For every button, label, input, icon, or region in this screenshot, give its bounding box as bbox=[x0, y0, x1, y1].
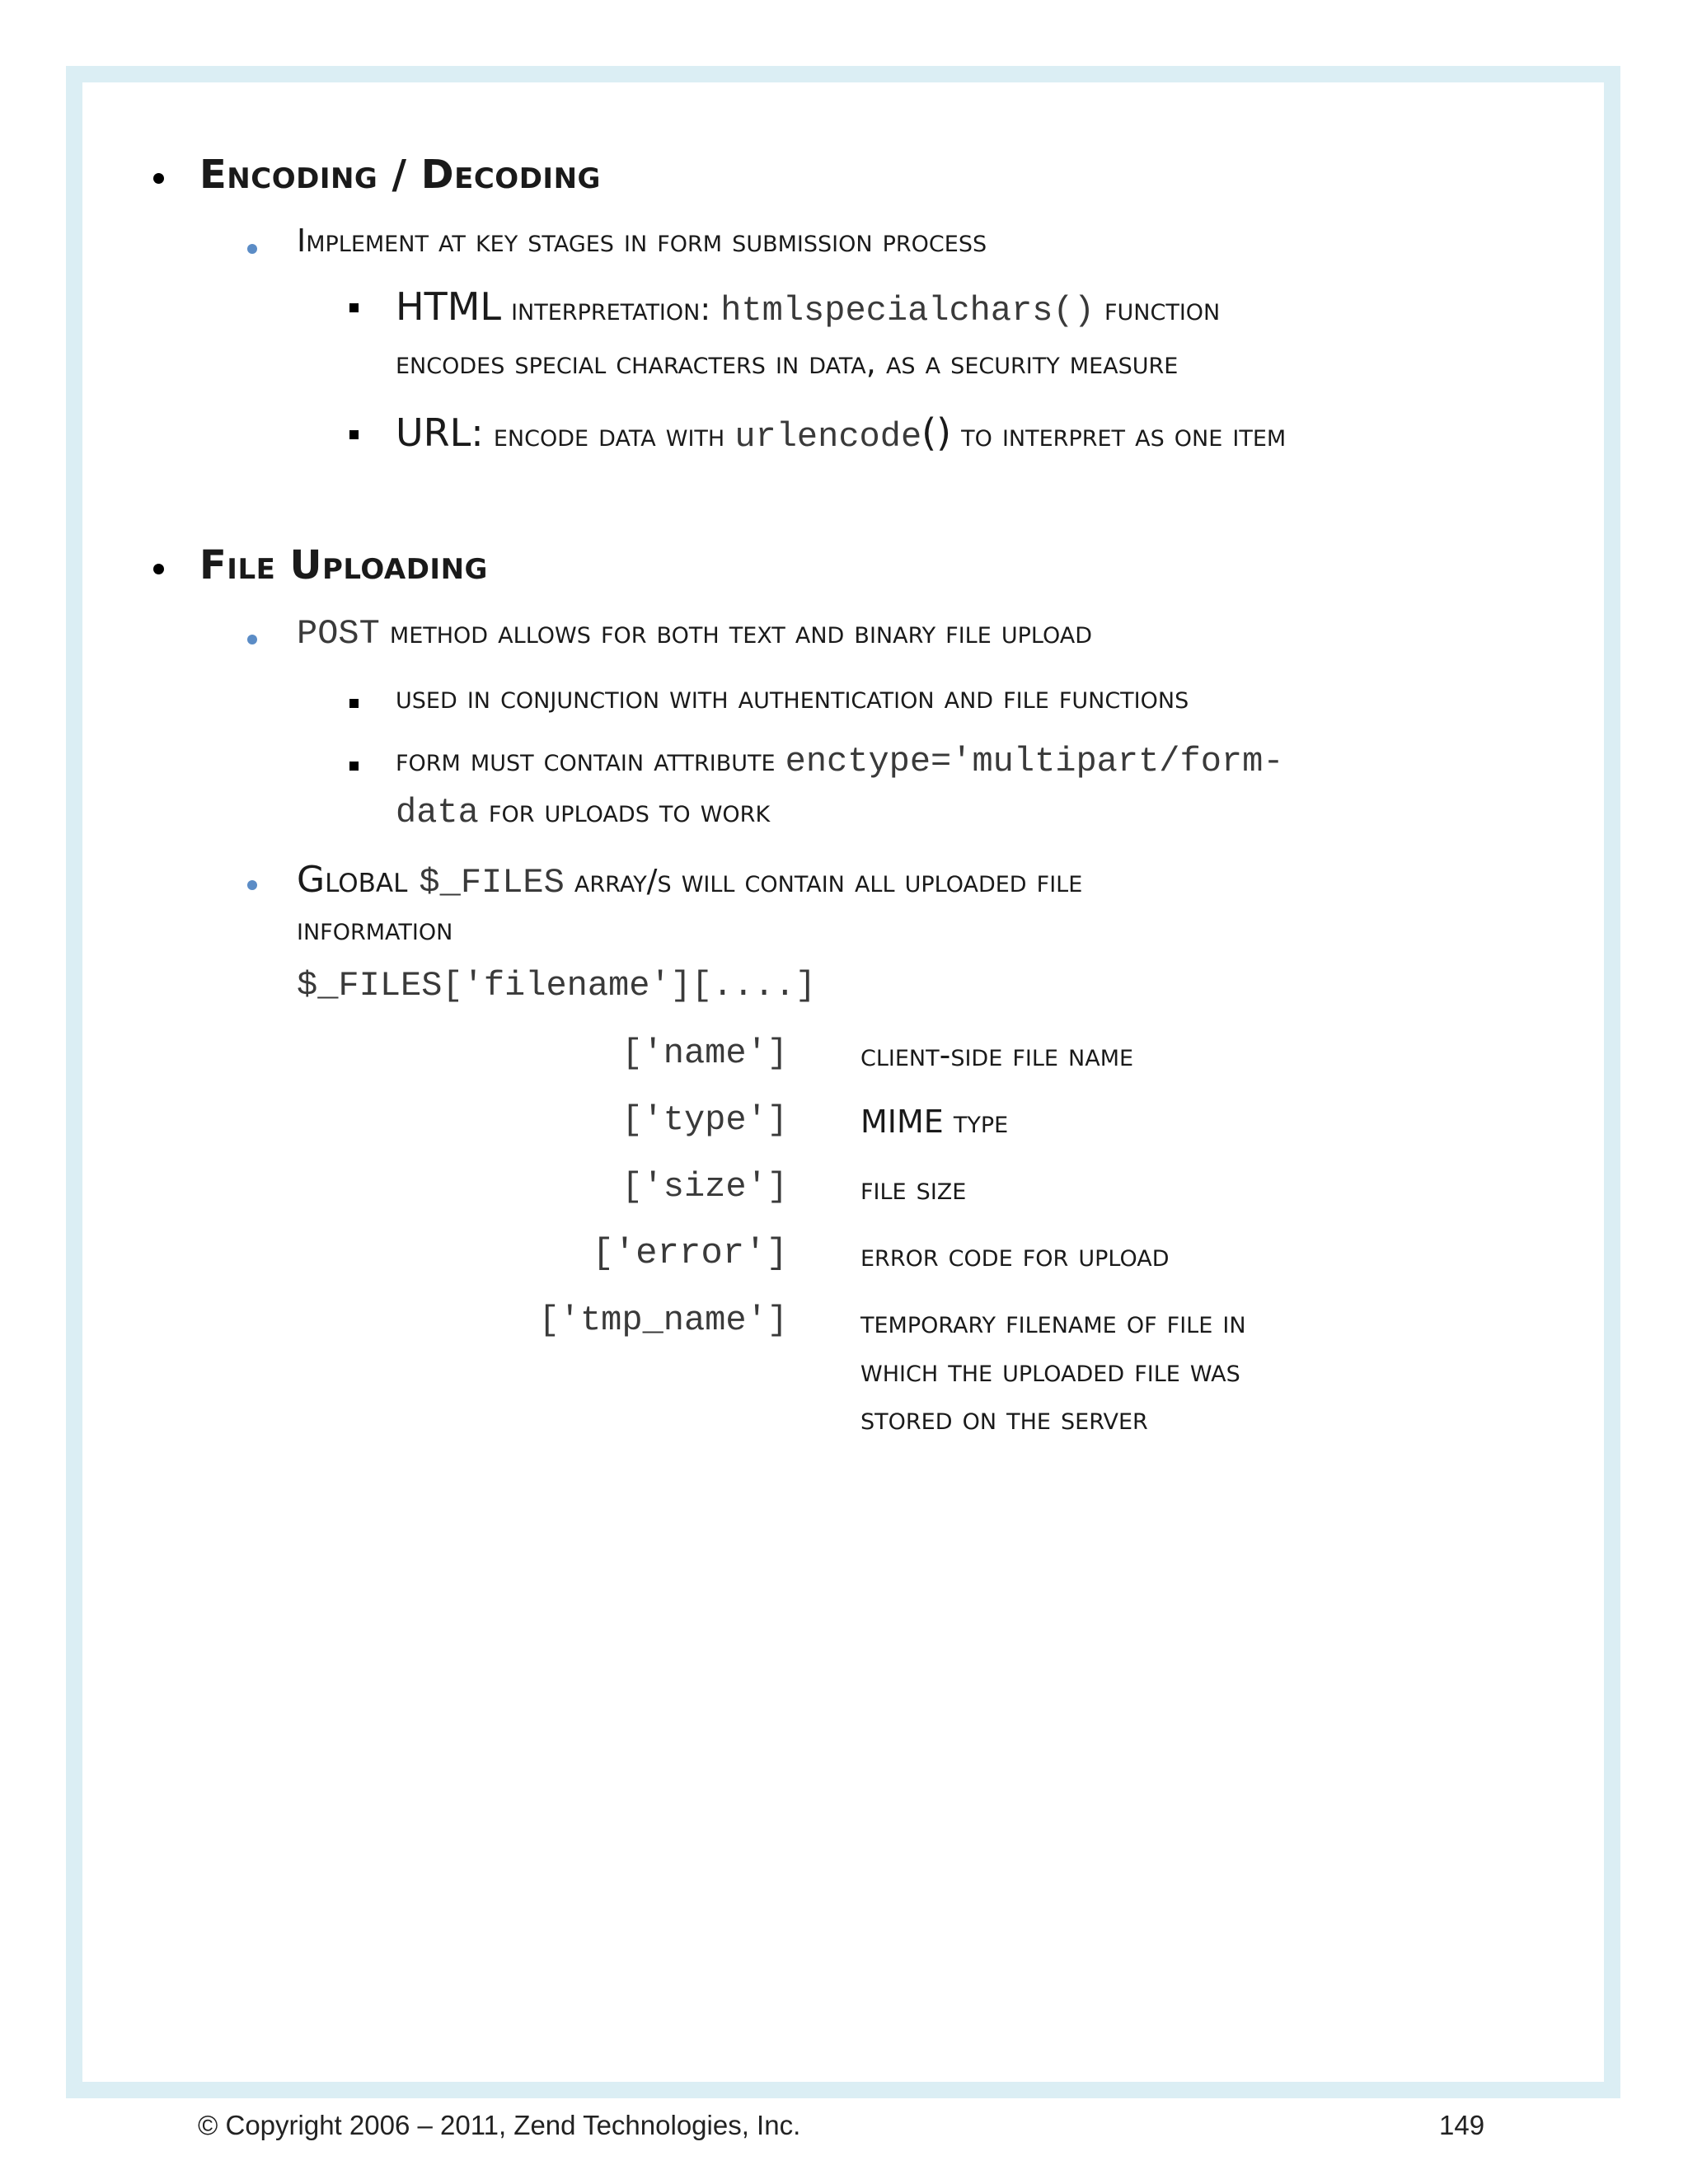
section-heading-encoding: Encoding / Decoding bbox=[199, 152, 601, 198]
files-desc-tmp-name-line3: stored on the server bbox=[860, 1400, 1148, 1436]
page-number: 149 bbox=[1439, 2110, 1485, 2140]
item-url-encode bbox=[396, 410, 1286, 457]
sub-bullet-icon bbox=[247, 635, 257, 644]
item-form-enctype-line2 bbox=[396, 793, 770, 832]
url-post: to interpret as one item bbox=[951, 417, 1287, 453]
square-bullet-icon bbox=[349, 762, 359, 771]
bullet-icon bbox=[153, 173, 164, 184]
enctype-pre: form must contain attribute bbox=[396, 742, 785, 778]
files-key-error: ['error'] bbox=[592, 1233, 788, 1274]
item-html-interpretation bbox=[396, 284, 1220, 330]
urlencode-parens: () bbox=[921, 410, 952, 455]
files-code: $_FILES bbox=[419, 863, 565, 902]
item-conjunction: used in conjunction with authentication and file functions bbox=[396, 679, 1189, 715]
item-global-files-line2: information bbox=[297, 911, 453, 947]
files-desc-type: MIME type bbox=[860, 1104, 1009, 1140]
item-post-method bbox=[297, 614, 1092, 654]
url-pre: encode data with bbox=[483, 417, 735, 453]
sub-bullet-icon bbox=[247, 880, 257, 890]
htmlspecialchars-code: htmlspecialchars() bbox=[720, 291, 1095, 330]
urlencode-code: urlencode bbox=[734, 417, 922, 457]
files-desc-tmp-name-line2: which the uploaded file was bbox=[860, 1352, 1240, 1389]
files-key-tmp-name: ['tmp_name'] bbox=[538, 1301, 788, 1340]
files-desc-error: error code for upload bbox=[860, 1237, 1170, 1273]
html-pre: interpretation: bbox=[501, 291, 721, 327]
enctype-code: enctype='multipart/form- bbox=[785, 742, 1284, 781]
section-heading-file-uploading: File Uploading bbox=[199, 542, 488, 588]
post-text: method allows for both text and binary file upload bbox=[379, 614, 1093, 650]
item-global-files bbox=[297, 859, 1082, 902]
url-lead: URL: bbox=[396, 410, 484, 455]
enctype-post: for uploads to work bbox=[478, 793, 771, 829]
files-key-type: ['type'] bbox=[621, 1100, 788, 1140]
global-pre: Global bbox=[297, 859, 420, 901]
sub-bullet-icon bbox=[247, 244, 257, 254]
files-key-size: ['size'] bbox=[621, 1167, 788, 1207]
square-bullet-icon bbox=[349, 303, 359, 312]
files-desc-tmp-name: temporary filename of file in bbox=[860, 1304, 1246, 1340]
square-bullet-icon bbox=[349, 699, 359, 708]
post-code: POST bbox=[297, 614, 380, 654]
files-desc-size: file size bbox=[860, 1170, 967, 1207]
item-html-interpretation-line2: encodes special characters in data, as a security measure bbox=[396, 344, 1179, 381]
bullet-icon bbox=[153, 564, 164, 574]
files-array-code: $_FILES['filename'][....] bbox=[297, 966, 817, 1005]
html-post: function bbox=[1094, 291, 1221, 327]
square-bullet-icon bbox=[349, 430, 359, 439]
files-key-name: ['name'] bbox=[621, 1033, 788, 1073]
enctype-code-cont: data bbox=[396, 793, 479, 832]
item-form-enctype bbox=[396, 742, 1284, 781]
html-lead: HTML bbox=[396, 284, 502, 329]
files-desc-name: client-side file name bbox=[860, 1037, 1134, 1073]
global-post: array/s will contain all uploaded file bbox=[564, 863, 1083, 899]
item-implement: Implement at key stages in form submission process bbox=[297, 223, 987, 259]
footer-copyright: © Copyright 2006 – 2011, Zend Technologies, Inc. bbox=[198, 2110, 801, 2140]
